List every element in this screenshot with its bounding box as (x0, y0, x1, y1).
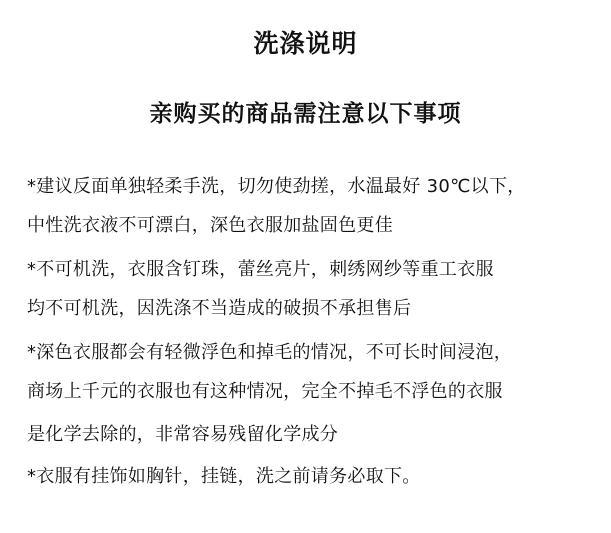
instruction-line: 均不可机洗，因洗涤不当造成的破损不承担售后 (27, 298, 412, 319)
instruction-line: 是化学去除的，非常容易残留化学成分 (27, 424, 339, 445)
instruction-line: 商场上千元的衣服也有这种情况，完全不掉毛不浮色的衣服 (27, 381, 503, 402)
instruction-line: *不可机洗，衣服含钉珠，蕾丝亮片，刺绣网纱等重工衣服 (27, 259, 494, 280)
instruction-line: 中性洗衣液不可漂白，深色衣服加盐固色更佳 (27, 215, 393, 236)
instruction-line: *深色衣服都会有轻微浮色和掉毛的情况，不可长时间浸泡， (27, 342, 513, 363)
instruction-line: *建议反面单独轻柔手洗，切勿使劲搓，水温最好 30℃以下， (27, 176, 526, 197)
page-title: 洗涤说明 (253, 29, 358, 58)
page-subtitle: 亲购买的商品需注意以下事项 (149, 100, 462, 127)
instruction-line: *衣服有挂饰如胸针，挂链，洗之前请务必取下。 (27, 466, 421, 487)
